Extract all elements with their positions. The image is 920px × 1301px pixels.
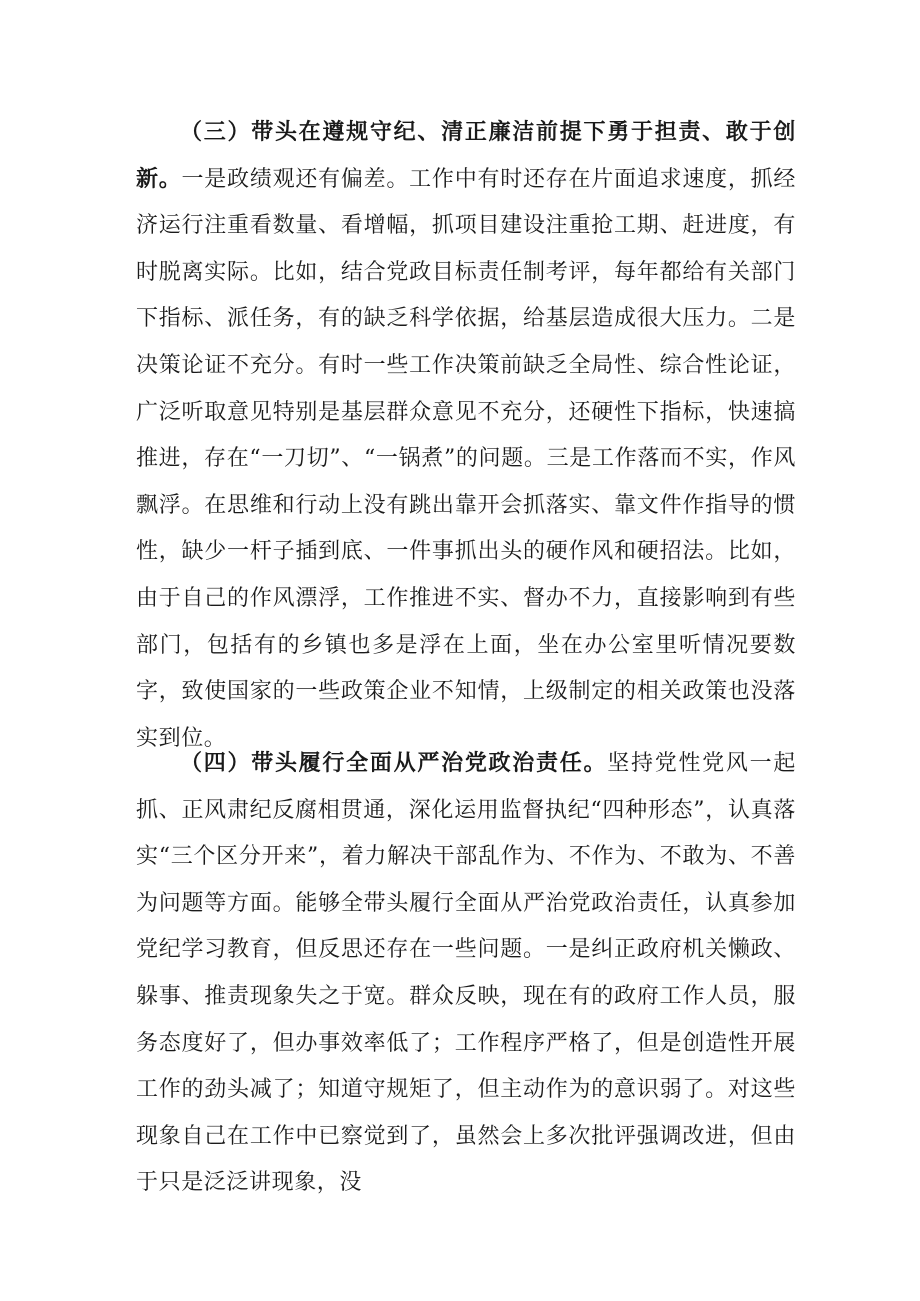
section-four [136, 741, 796, 1207]
section-three-heading: （三）带头在遵规守纪、清正廉洁前提下勇于担责、敢于创新。 [136, 120, 796, 192]
section-four-paragraph [136, 741, 796, 1207]
section-three [136, 110, 796, 762]
section-three-paragraph [136, 110, 796, 762]
section-four-body: 坚持党性党风一起抓、正风肃纪反腐相贯通，深化运用监督执纪“四种形态”，认真落实“三个区分开来”，着力解决干部乱作为、不作为、不敢为、不善为问题等方面。能够全带头履行全面从严治党政治责任，认真参加党纪学习教育，但反思还存在一些问题。一是纠正政府机关懒政、躲事、推责现象失之于宽。群众反映，现在有的政府工作人员，服务态度好了，但办事效率低了；工作程序严格了，但是创造性开展工作的劲头减了；知道守规矩了，但主动作为的意识弱了。对这些现象自己在工作中已察觉到了，虽然会上多次批评强调改进，但由于只是泛泛讲现象，没 [136, 751, 796, 1196]
section-four-heading: （四）带头履行全面从严治党政治责任。 [180, 751, 608, 776]
section-three-body: 一是政绩观还有偏差。工作中有时还存在片面追求速度，抓经济运行注重看数量、看增幅，抓项目建设注重抢工期、赶进度，有时脱离实际。比如，结合党政目标责任制考评，每年都给有关部门下指标、派任务，有的缺乏科学依据，给基层造成很大压力。二是决策论证不充分。有时一些工作决策前缺乏全局性、综合性论证，广泛听取意见特别是基层群众意见不充分，还硬性下指标，快速搞推进，存在“一刀切”、“一锅煮”的问题。三是工作落而不实，作风飘浮。在思维和行动上没有跳出靠开会抓落实、靠文件作指导的惯性，缺少一杆子插到底、一件事抓出头的硬作风和硬招法。比如，由于自己的作风漂浮，工作推进不实、督办不力，直接影响到有些部门，包括有的乡镇也多是浮在上面，坐在办公室里听情况要数字，致使国家的一些政策企业不知情，上级制定的相关政策也没落实到位。 [136, 166, 796, 751]
